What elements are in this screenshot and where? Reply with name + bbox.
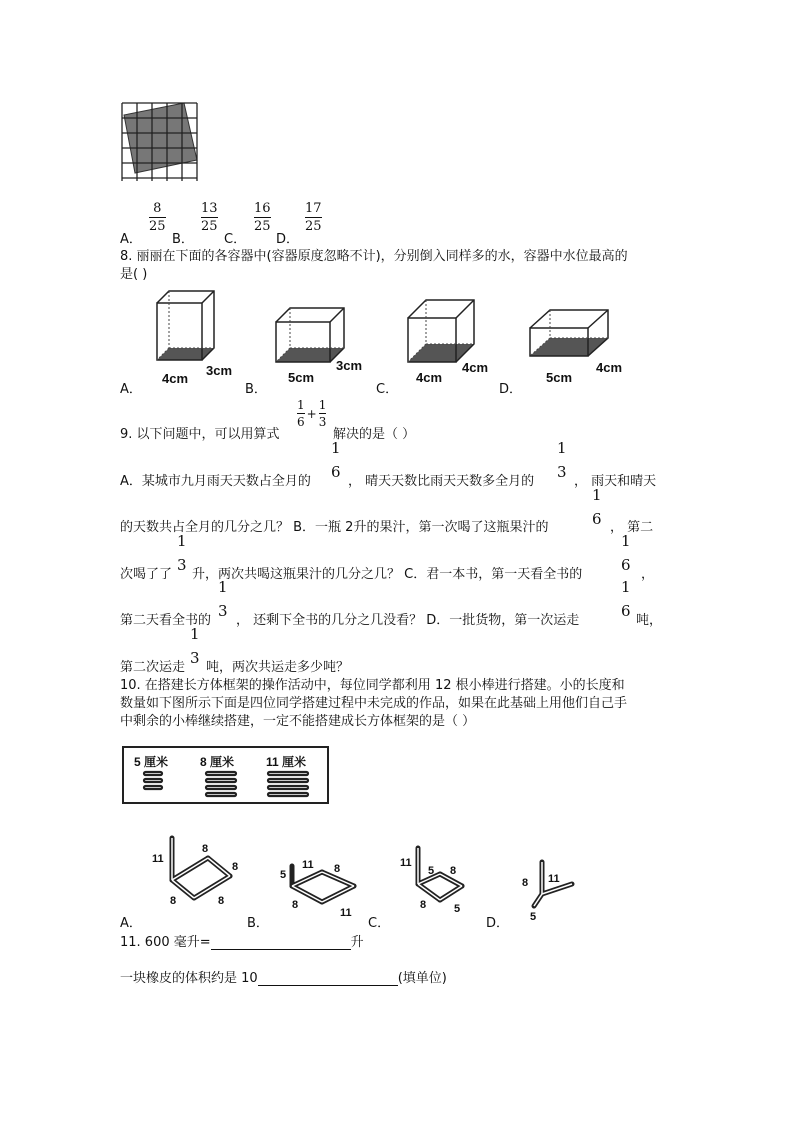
q7-option-b-fraction xyxy=(201,201,218,234)
svg-text:5: 5 xyxy=(428,865,435,877)
q9-expression: 1 6 + 1 3 xyxy=(297,398,327,429)
q9-question-prefix: 9. 以下问题中，可以用算式 xyxy=(120,427,280,442)
q7-option-b-label[interactable]: B． xyxy=(172,232,194,247)
q10-frame-b xyxy=(272,846,372,924)
q8-option-c-label[interactable]: C． xyxy=(376,382,399,397)
stick-inventory-box xyxy=(122,746,330,804)
q11-answer-blank-2[interactable] xyxy=(258,973,398,986)
q9-option-c-text3: ， xyxy=(641,567,655,582)
dim-width: 4cm xyxy=(162,371,189,386)
svg-text:8: 8 xyxy=(420,899,427,911)
q9-frac-one-third: 1 3 xyxy=(190,625,200,667)
svg-text:8: 8 xyxy=(450,865,457,877)
q9-frac-one-sixth: 1 6 xyxy=(621,532,631,574)
svg-text:4cm: 4cm xyxy=(416,370,443,385)
q10-option-c-label[interactable]: C． xyxy=(368,916,391,931)
q11-line2-prefix: 一块橡皮的体积约是 10 xyxy=(120,971,258,986)
q8-option-d-label[interactable]: D． xyxy=(499,382,523,397)
q9-option-d-text5: 吨，两次共运走多少吨？ xyxy=(206,660,350,675)
q10-option-a-label[interactable]: A． xyxy=(120,916,142,931)
svg-text:8: 8 xyxy=(292,899,299,911)
svg-text:8: 8 xyxy=(522,877,529,889)
q8-container-a xyxy=(148,285,240,388)
dim-depth: 3cm xyxy=(206,363,233,378)
svg-text:5: 5 xyxy=(280,869,287,881)
q9-question-suffix: 解决的是（ ） xyxy=(333,427,416,442)
q10-frame-a xyxy=(148,832,248,924)
q9-option-a-text2: ， 晴天天数比雨天天数多全月的 xyxy=(348,474,535,489)
q7-option-d-fraction xyxy=(305,201,322,234)
svg-text:11: 11 xyxy=(152,853,164,865)
q7-option-a-fraction xyxy=(149,201,166,234)
q11-line2-suffix: (填单位) xyxy=(397,971,447,986)
stick-5cm-label: 5 厘米 xyxy=(134,755,169,769)
denominator: 25 xyxy=(149,219,166,234)
q11-line2 xyxy=(120,967,447,986)
q11-line1 xyxy=(120,931,364,950)
stick-8cm-label: 8 厘米 xyxy=(200,755,235,769)
q11-answer-blank-1[interactable] xyxy=(211,937,351,950)
q8-question-line1: 8. 丽丽在下面的各容器中(容器原度忽略不计)，分别倒入同样多的水，容器中水位最高的 xyxy=(120,249,628,264)
q9-option-c-text2[interactable]: 升，两次共喝这瓶果汁的几分之几？ C．君一本书，第一天看全书的 xyxy=(192,567,583,582)
grid-square-figure xyxy=(118,101,204,183)
q10-question-line2: 数量如下图所示下面是四位同学搭建过程中未完成的作品，如果在此基础上用他们自己手 xyxy=(120,696,628,711)
svg-text:5cm: 5cm xyxy=(546,370,573,385)
q11-line1-prefix: 11. 600 毫升= xyxy=(120,935,211,950)
q8-option-b-label[interactable]: B． xyxy=(245,382,267,397)
svg-text:8: 8 xyxy=(170,895,177,907)
svg-text:5: 5 xyxy=(530,911,537,923)
stick-11cm-label: 11 厘米 xyxy=(266,755,307,769)
svg-text:5: 5 xyxy=(454,903,461,915)
q9-frac-one-sixth: 1 6 xyxy=(621,578,631,620)
q11-line1-suffix: 升 xyxy=(350,935,364,950)
q9-option-a-text1[interactable]: A．某城市九月雨天天数占全月的 xyxy=(120,474,311,489)
q10-frame-d xyxy=(512,856,584,924)
q9-option-b-text1[interactable]: 的天数共占全月的几分之几？ B．一瓶 2升的果汁，第一次喝了这瓶果汁的 xyxy=(120,520,549,535)
svg-text:4cm: 4cm xyxy=(596,360,623,375)
q9-frac-one-sixth: 1 6 xyxy=(331,439,341,481)
q7-option-c-fraction xyxy=(254,201,271,234)
svg-text:11: 11 xyxy=(400,857,412,869)
q7-option-c-label[interactable]: C． xyxy=(224,232,247,247)
q9-option-c-text1: 次喝了了 xyxy=(120,567,173,582)
numerator: 8 xyxy=(153,201,162,216)
q9-option-d-text4: 第二次运走 xyxy=(120,660,186,675)
svg-text:3cm: 3cm xyxy=(336,358,363,373)
svg-text:11: 11 xyxy=(302,859,314,871)
svg-text:5cm: 5cm xyxy=(288,370,315,385)
svg-text:4cm: 4cm xyxy=(462,360,489,375)
numerator: 17 xyxy=(305,201,322,216)
q9-option-a-text3: ， 雨天和晴天 xyxy=(574,474,657,489)
svg-text:8: 8 xyxy=(202,843,209,855)
q9-frac-one-third: 1 3 xyxy=(177,532,187,574)
q9-frac-one-third: 1 3 xyxy=(557,439,567,481)
q9-option-d-text3: 吨， xyxy=(636,613,663,628)
svg-text:11: 11 xyxy=(340,907,352,919)
q7-option-a-label[interactable]: A． xyxy=(120,232,142,247)
svg-text:8: 8 xyxy=(218,895,225,907)
q8-question-line2: 是( ) xyxy=(120,267,148,282)
denominator: 25 xyxy=(305,219,322,234)
q9-option-d-text2[interactable]: ， 还剩下全书的几分之几没看？ D．一批货物，第一次运走 xyxy=(236,613,580,628)
svg-text:11: 11 xyxy=(548,873,560,885)
denominator: 25 xyxy=(201,219,218,234)
q10-question-line3: 中剩余的小棒继续搭建，一定不能搭建成长方体框架的是（ ） xyxy=(120,714,476,729)
q9-frac-one-third: 1 3 xyxy=(218,578,228,620)
svg-text:8: 8 xyxy=(334,863,341,875)
q9-frac-one-sixth: 1 6 xyxy=(592,486,602,528)
svg-text:8: 8 xyxy=(232,861,239,873)
q9-option-b-text2: ， 第二 xyxy=(610,520,654,535)
q10-frame-c xyxy=(396,840,490,924)
numerator: 16 xyxy=(254,201,271,216)
q10-question-line1: 10. 在搭建长方体框架的操作活动中，每位同学都利用 12 根小棒进行搭建。小的长度和 xyxy=(120,678,625,693)
q10-option-d-label[interactable]: D． xyxy=(486,916,510,931)
q7-option-d-label[interactable]: D． xyxy=(276,232,300,247)
q10-option-b-label[interactable]: B． xyxy=(247,916,269,931)
denominator: 25 xyxy=(254,219,271,234)
numerator: 13 xyxy=(201,201,218,216)
q9-option-d-text1: 第二天看全书的 xyxy=(120,613,212,628)
q8-option-a-label[interactable]: A． xyxy=(120,382,142,397)
